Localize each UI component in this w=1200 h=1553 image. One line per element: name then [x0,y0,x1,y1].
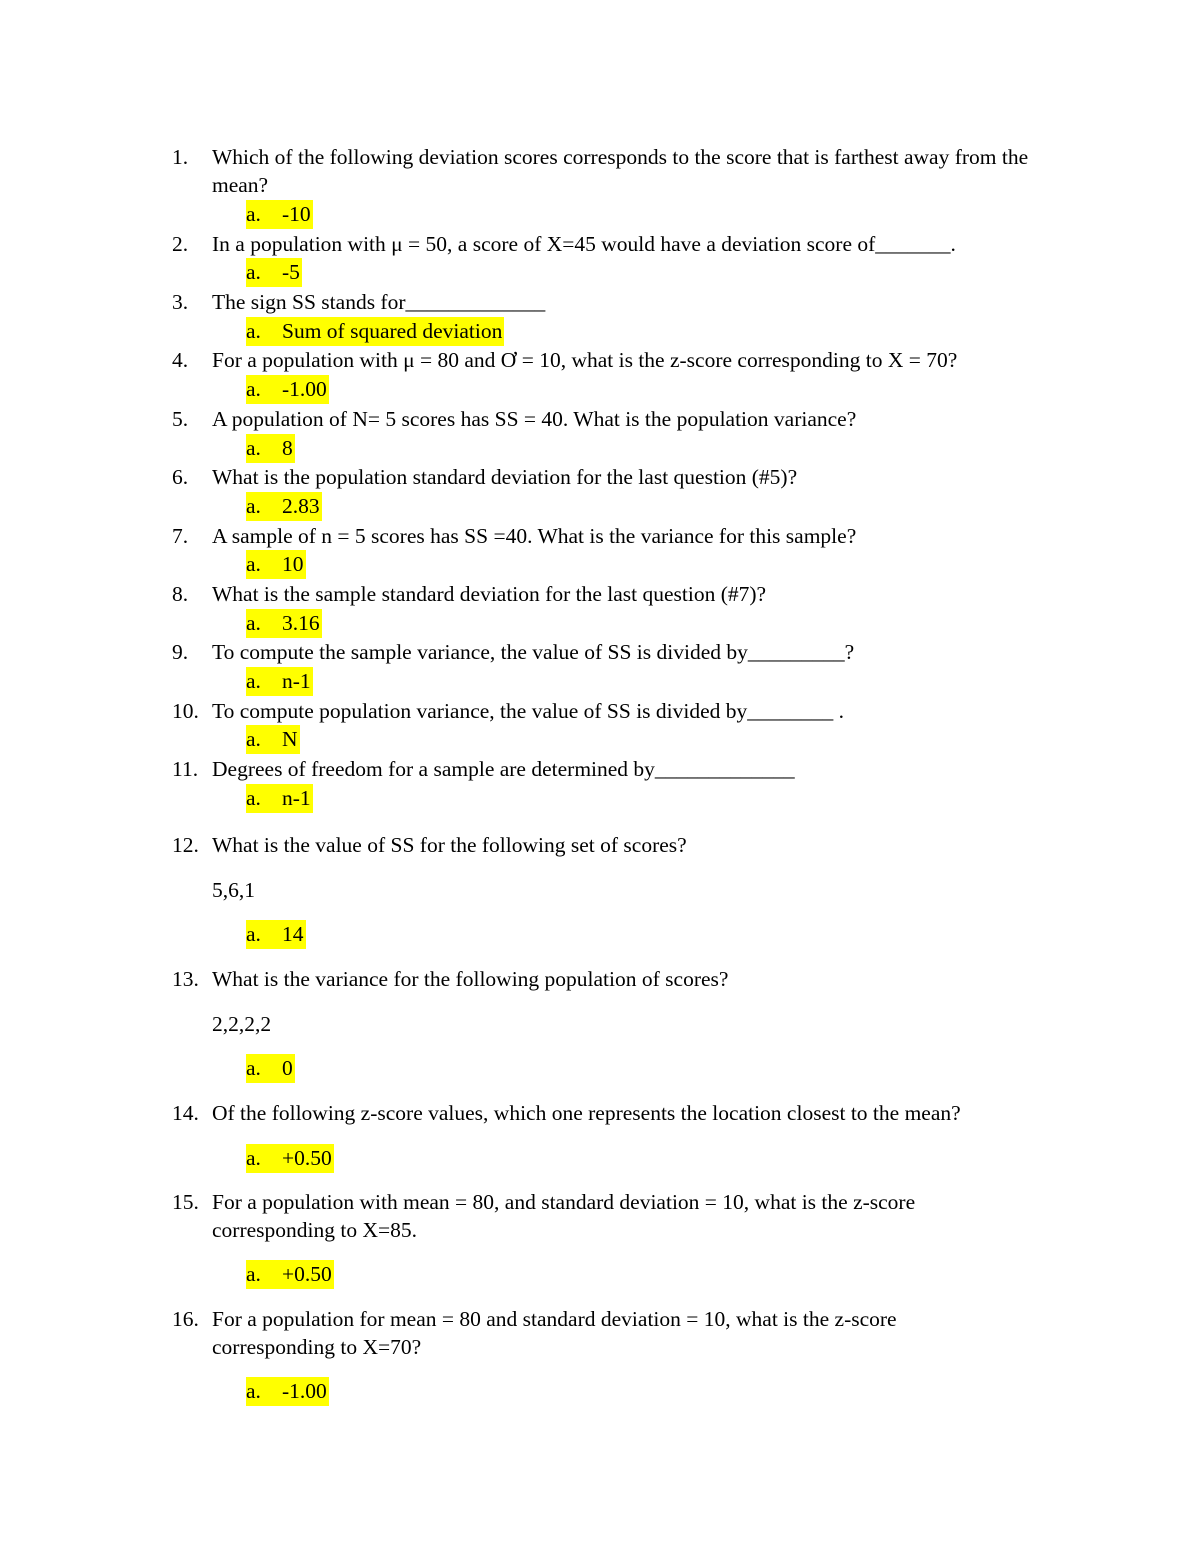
question-text: A population of N= 5 scores has SS = 40. What is the population variance? [212,407,857,431]
answer-text: 2.83 [282,494,320,518]
question-text: Of the following z-score values, which one represents the location closest to the mean? [212,1101,961,1125]
answer-text: -5 [282,260,300,284]
answer-12 [246,920,306,949]
question-text: Which of the following deviation scores corresponds to the score that is farthest away from the mean? [212,145,1029,197]
question-text: What is the value of SS for the following set of scores? [212,833,687,857]
question-text: Degrees of freedom for a sample are determined by_____________ [212,757,795,781]
answer-11 [246,784,313,813]
answer-text: Sum of squared deviation [282,319,503,343]
question-text: What is the sample standard deviation for the last question (#7)? [212,582,767,606]
question-number: 10. [172,699,199,723]
question-number: 1. [172,145,189,169]
answer-letter: a. [246,1379,261,1403]
question-number: 4. [172,348,189,372]
question-number: 6. [172,465,189,489]
answer-text: +0.50 [282,1146,332,1170]
answer-text: 8 [282,436,293,460]
question-text: What is the population standard deviation for the last question (#5)? [212,465,798,489]
answer-text: 10 [282,552,304,576]
answer-letter: a. [246,319,261,343]
question-text: To compute the sample variance, the value of SS is divided by_________? [212,640,855,664]
answer-7 [246,550,306,579]
answer-letter: a. [246,611,261,635]
answer-letter: a. [246,669,261,693]
question-number: 2. [172,232,189,256]
answer-text: 0 [282,1056,293,1080]
answer-letter: a. [246,202,261,226]
question-number: 7. [172,524,189,548]
answer-letter: a. [246,494,261,518]
answer-letter: a. [246,436,261,460]
answer-1 [246,200,313,229]
answer-text: -1.00 [282,1379,327,1403]
answer-15 [246,1260,334,1289]
question-number: 8. [172,582,189,606]
answer-2 [246,258,302,287]
question-text: For a population with μ = 80 and Ơ = 10, what is the z-score corresponding to X = 70? [212,348,958,372]
question-text: In a population with μ = 50, a score of X=45 would have a deviation score of_______. [212,232,956,256]
answer-5 [246,434,295,463]
answer-text: n-1 [282,786,311,810]
answer-letter: a. [246,786,261,810]
answer-6 [246,492,322,521]
answer-text: 14 [282,922,304,946]
question-number: 11. [172,757,199,781]
question-number: 15. [172,1190,199,1214]
answer-4 [246,375,329,404]
answer-letter: a. [246,727,261,751]
score-set: 5,6,1 [212,878,255,902]
answer-letter: a. [246,377,261,401]
question-number: 12. [172,833,199,857]
question-text: A sample of n = 5 scores has SS =40. What is the variance for this sample? [212,524,857,548]
answer-10 [246,725,300,754]
question-text: What is the variance for the following population of scores? [212,967,729,991]
answer-8 [246,609,322,638]
answer-text: n-1 [282,669,311,693]
question-number: 9. [172,640,189,664]
question-number: 3. [172,290,189,314]
question-number: 14. [172,1101,199,1125]
answer-letter: a. [246,1056,261,1080]
answer-letter: a. [246,1262,261,1286]
question-number: 13. [172,967,199,991]
question-text: For a population with mean = 80, and standard deviation = 10, what is the z-score corresponding to X=85. [212,1190,916,1242]
answer-text: +0.50 [282,1262,332,1286]
answer-text: 3.16 [282,611,320,635]
question-text: For a population for mean = 80 and standard deviation = 10, what is the z-score corresponding to X=70? [212,1307,897,1359]
answer-14 [246,1144,334,1173]
question-text: To compute population variance, the value of SS is divided by________ . [212,699,845,723]
question-text: The sign SS stands for_____________ [212,290,546,314]
answer-letter: a. [246,922,261,946]
question-number: 16. [172,1307,199,1331]
answer-text: -10 [282,202,311,226]
score-set: 2,2,2,2 [212,1012,272,1036]
answer-text: N [282,727,298,751]
answer-3 [246,317,504,346]
answer-letter: a. [246,260,261,284]
answer-letter: a. [246,552,261,576]
answer-text: -1.00 [282,377,327,401]
answer-16 [246,1377,329,1406]
answer-13 [246,1054,295,1083]
answer-9 [246,667,313,696]
answer-letter: a. [246,1146,261,1170]
question-number: 5. [172,407,189,431]
